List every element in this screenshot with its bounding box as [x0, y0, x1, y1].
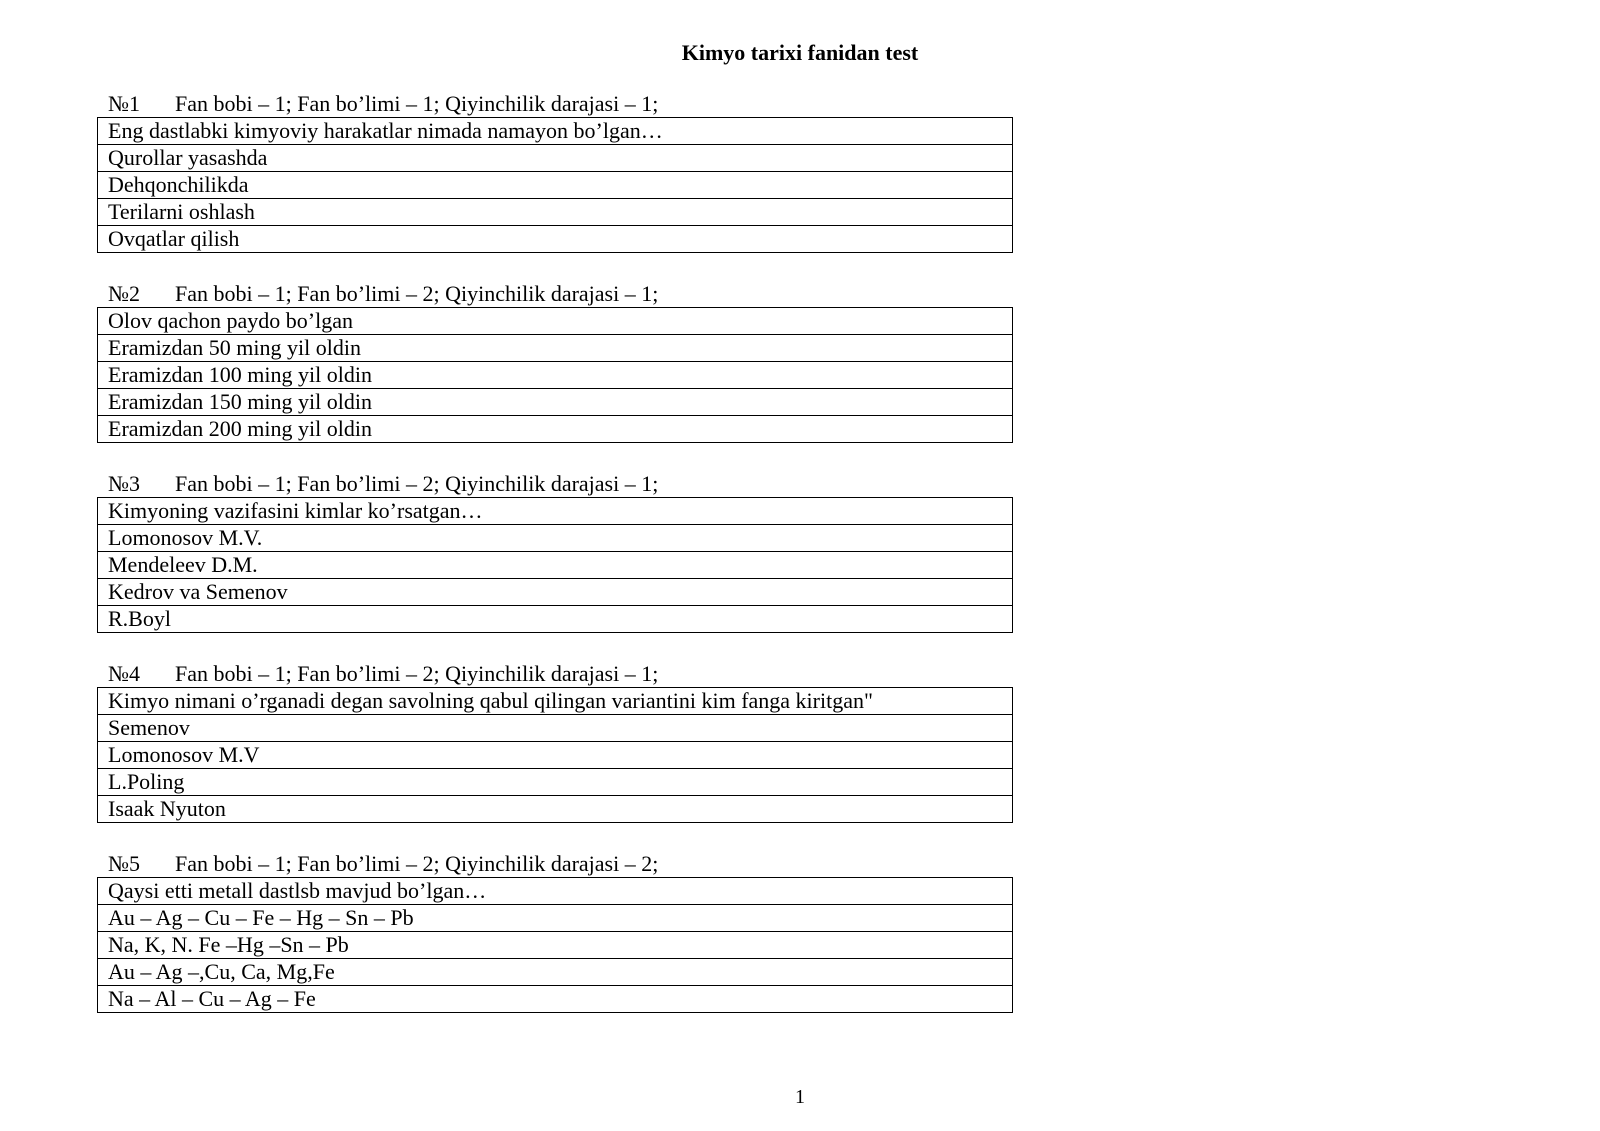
answer-option-row: Isaak Nyuton [98, 795, 1012, 822]
answer-option-row: Dehqonchilikda [98, 171, 1012, 198]
question-header [97, 91, 1013, 117]
question-table [97, 497, 1013, 633]
question-number: №1 [108, 91, 140, 116]
question-block-4 [97, 661, 1013, 823]
question-text-row: Olov qachon paydo bo’lgan [108, 308, 353, 333]
question-header [97, 661, 1013, 687]
answer-option-row: Ovqatlar qilish [98, 225, 1012, 252]
question-header [97, 471, 1013, 497]
answer-option-row: Qurollar yasashda [98, 144, 1012, 171]
answer-option-row: Na, K, N. Fe –Hg –Sn – Pb [98, 931, 1012, 958]
question-number: №4 [108, 661, 140, 686]
page-number: 1 [795, 1086, 805, 1108]
answer-option-row: Semenov [98, 714, 1012, 741]
answer-option-row: L.Poling [98, 768, 1012, 795]
answer-option-row: Kedrov va Semenov [98, 578, 1012, 605]
answer-option-row: Eramizdan 150 ming yil oldin [98, 388, 1012, 415]
answer-option-row: Na – Al – Cu – Ag – Fe [98, 985, 1012, 1012]
answer-option-row: Eramizdan 100 ming yil oldin [98, 361, 1012, 388]
answer-option-row: R.Boyl [98, 605, 1012, 632]
question-block-5 [97, 851, 1013, 1013]
question-meta: Fan bobi – 1; Fan bo’limi – 1; Qiyinchilik darajasi – 1; [175, 91, 659, 116]
question-number: №3 [108, 471, 140, 496]
answer-option-row: Au – Ag – Cu – Fe – Hg – Sn – Pb [98, 904, 1012, 931]
question-block-2 [97, 281, 1013, 443]
answer-option-row: Lomonosov M.V. [98, 524, 1012, 551]
question-text-row: Kimyo nimani o’rganadi degan savolning qabul qilingan variantini kim fanga kiritgan" [108, 688, 873, 713]
question-meta: Fan bobi – 1; Fan bo’limi – 2; Qiyinchilik darajasi – 1; [175, 281, 659, 306]
question-text-row: Eng dastlabki kimyoviy harakatlar nimada namayon bo’lgan… [108, 118, 663, 143]
question-number: №2 [108, 281, 140, 306]
answer-option-row: Eramizdan 50 ming yil oldin [98, 334, 1012, 361]
question-text-row: Qaysi etti metall dastlsb mavjud bo’lgan… [108, 878, 487, 903]
answer-option-row: Lomonosov M.V [98, 741, 1012, 768]
question-header [97, 281, 1013, 307]
question-header [97, 851, 1013, 877]
answer-option-row: Mendeleev D.M. [98, 551, 1012, 578]
question-text-row: Kimyoning vazifasini kimlar ko’rsatgan… [108, 498, 483, 523]
question-block-3 [97, 471, 1013, 633]
document-title: Kimyo tarixi fanidan test [681, 40, 919, 65]
question-table [97, 307, 1013, 443]
question-table [97, 687, 1013, 823]
answer-option-row: Terilarni oshlash [98, 198, 1012, 225]
answer-option-row: Eramizdan 200 ming yil oldin [98, 415, 1012, 442]
question-table [97, 877, 1013, 1013]
question-meta: Fan bobi – 1; Fan bo’limi – 2; Qiyinchilik darajasi – 1; [175, 471, 659, 496]
question-number: №5 [108, 851, 140, 876]
question-meta: Fan bobi – 1; Fan bo’limi – 2; Qiyinchilik darajasi – 2; [175, 851, 659, 876]
question-meta: Fan bobi – 1; Fan bo’limi – 2; Qiyinchilik darajasi – 1; [175, 661, 659, 686]
answer-option-row: Au – Ag –,Cu, Ca, Mg,Fe [98, 958, 1012, 985]
question-table [97, 117, 1013, 253]
question-block-1 [97, 91, 1013, 253]
